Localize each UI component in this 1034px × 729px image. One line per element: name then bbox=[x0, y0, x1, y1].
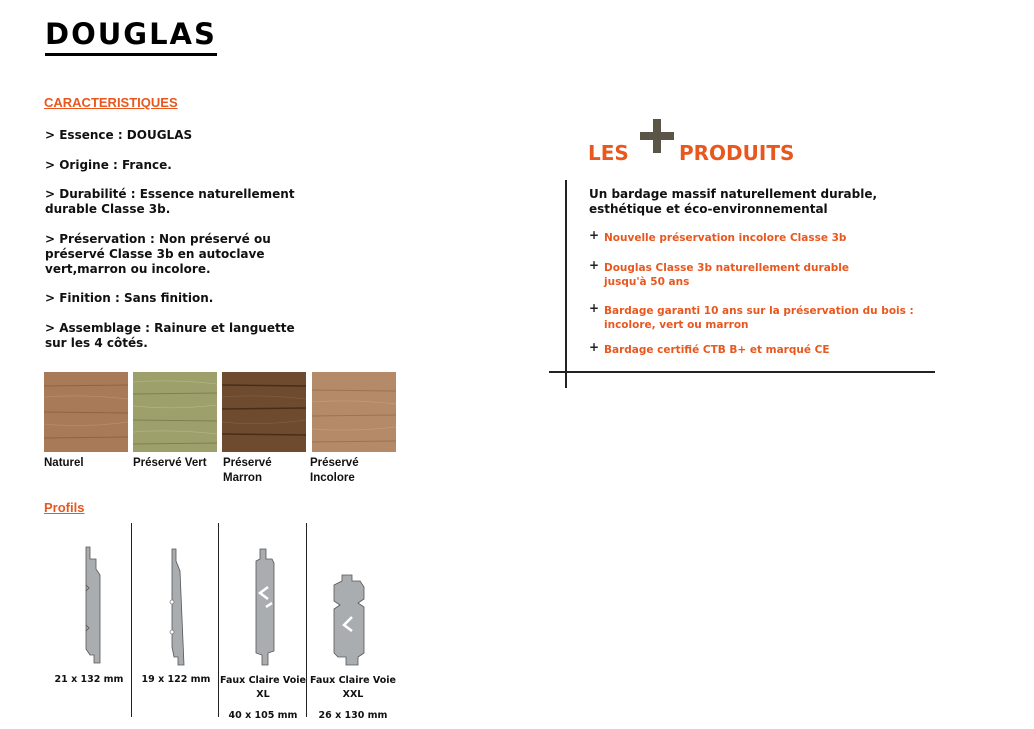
produits-bullet: + Bardage garanti 10 ans sur la préservation du bois : incolore, vert ou marron bbox=[589, 301, 914, 331]
produits-label: PRODUITS bbox=[679, 141, 795, 165]
profile-dims-19x122: 19 x 122 mm bbox=[141, 674, 211, 685]
plus-bullet-icon: + bbox=[589, 258, 600, 272]
swatch-label-vert: Préservé Vert bbox=[133, 457, 207, 469]
plus-bullet-icon: + bbox=[589, 340, 600, 354]
carac-item-preservation: > Préservation : Non préservé ou préservé Classe 3b en autoclave vert,marron ou incolore. bbox=[45, 232, 271, 276]
plus-bullet-icon: + bbox=[589, 301, 600, 315]
profile-name-xl: Faux Claire Voie XL bbox=[220, 675, 306, 700]
vertical-rule bbox=[565, 180, 567, 388]
carac-item-finition: > Finition : Sans finition. bbox=[45, 291, 214, 305]
page-title: DOUGLAS bbox=[45, 15, 217, 56]
profile-shape-faux-claire-voie-xl bbox=[250, 547, 284, 667]
profile-name-xxl: Faux Claire Voie XXL bbox=[310, 675, 396, 700]
profile-dims-21x132: 21 x 132 mm bbox=[54, 674, 124, 685]
swatch-label-incolore: Préservé Incolore bbox=[310, 457, 359, 484]
divider bbox=[131, 523, 132, 717]
carac-item-durabilite: > Durabilité : Essence naturellement durable Classe 3b. bbox=[45, 187, 295, 216]
plus-bullet-icon: + bbox=[589, 228, 600, 242]
produits-bullet: + Bardage certifié CTB B+ et marqué CE bbox=[589, 340, 830, 356]
profils-heading: Profils bbox=[44, 500, 85, 515]
profile-dims-xl: 40 x 105 mm bbox=[228, 710, 298, 721]
produits-intro: Un bardage massif naturellement durable, esthétique et éco-environnemental bbox=[589, 187, 878, 216]
plus-icon bbox=[638, 117, 676, 155]
swatch-preserve-vert bbox=[133, 372, 217, 452]
produits-bullet: + Douglas Classe 3b naturellement durable jusqu'à 50 ans bbox=[589, 258, 850, 288]
profile-shape-21x132 bbox=[78, 545, 104, 667]
swatch-preserve-marron bbox=[222, 372, 306, 452]
carac-item-origine: > Origine : France. bbox=[45, 158, 172, 172]
carac-item-assemblage: > Assemblage : Rainure et languette sur les 4 côtés. bbox=[45, 321, 295, 350]
swatch-preserve-incolore bbox=[312, 372, 396, 452]
horizontal-rule bbox=[549, 371, 935, 373]
les-label: LES bbox=[588, 141, 629, 165]
carac-item-essence: > Essence : DOUGLAS bbox=[45, 128, 193, 142]
swatch-label-marron: Préservé Marron bbox=[223, 457, 272, 484]
profile-shape-faux-claire-voie-xxl bbox=[330, 573, 372, 667]
produits-bullet: + Nouvelle préservation incolore Classe 3b bbox=[589, 228, 847, 244]
swatch-label-naturel: Naturel bbox=[44, 457, 84, 469]
swatch-naturel bbox=[44, 372, 128, 452]
caracteristiques-heading: CARACTERISTIQUES bbox=[44, 95, 178, 110]
profile-shape-19x122 bbox=[163, 547, 191, 667]
profile-dims-xxl: 26 x 130 mm bbox=[318, 710, 388, 721]
